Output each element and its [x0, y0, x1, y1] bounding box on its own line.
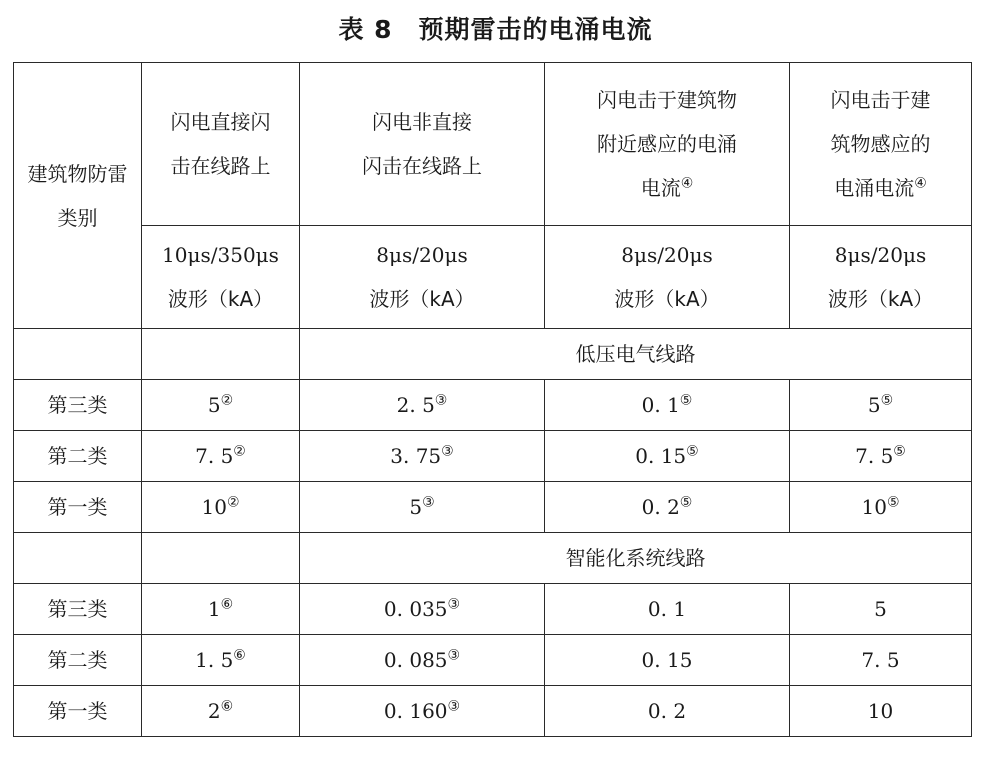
section-label: 智能化系统线路	[565, 546, 706, 570]
footnote-marker: ⑤	[679, 392, 693, 409]
waveform-cell-1	[300, 226, 545, 329]
section-blank-cell	[14, 329, 142, 380]
value-cell: 3. 75③	[300, 431, 545, 482]
footnote-marker: ③	[447, 647, 461, 664]
value-cell: 5⑤	[790, 380, 972, 431]
value-cell: 0. 085③	[300, 635, 545, 686]
col-header-line: 电流	[640, 176, 681, 200]
col-header-0	[142, 63, 300, 226]
waveform-unit: 波形（kA）	[369, 287, 475, 311]
value-cell: 1. 5⑥	[142, 635, 300, 686]
header-row	[14, 63, 972, 226]
category-cell: 第二类	[14, 431, 142, 482]
section-blank-cell	[142, 329, 300, 380]
col-header-line: 筑物感应的	[830, 132, 931, 156]
value-cell: 7. 5⑤	[790, 431, 972, 482]
value-cell: 5	[790, 584, 972, 635]
category-cell: 第三类	[14, 380, 142, 431]
col-header-1	[300, 63, 545, 226]
value-cell: 0. 1⑤	[545, 380, 790, 431]
section-blank-cell	[142, 533, 300, 584]
section-blank-cell	[14, 533, 142, 584]
footnote-marker: ②	[233, 443, 246, 460]
col-header-line: 闪击在线路上	[362, 154, 482, 178]
footnote-marker: ④	[914, 175, 927, 192]
footnote-marker: ⑤	[893, 443, 906, 460]
footnote-marker: ⑥	[233, 647, 246, 664]
waveform-value: 10μs/350μs	[162, 243, 279, 267]
waveform-value: 8μs/20μs	[834, 243, 927, 267]
footnote-marker: ⑥	[220, 698, 234, 715]
row-header-label: 建筑物防雷类别	[27, 161, 128, 230]
value-cell: 0. 160③	[300, 686, 545, 737]
value-cell: 5③	[300, 482, 545, 533]
section-label-cell	[300, 533, 972, 584]
section-label-cell	[300, 329, 972, 380]
value-cell: 0. 035③	[300, 584, 545, 635]
value-cell: 2⑥	[142, 686, 300, 737]
table-row	[14, 380, 972, 431]
table-title: 表 8 预期雷击的电涌电流	[338, 15, 653, 44]
value-cell: 0. 15⑤	[545, 431, 790, 482]
footnote-marker: ③	[447, 596, 461, 613]
table-row	[14, 635, 972, 686]
waveform-unit: 波形（kA）	[614, 287, 720, 311]
value-cell: 0. 15	[545, 635, 790, 686]
footnote-marker: ③	[422, 494, 435, 511]
waveform-value: 8μs/20μs	[621, 243, 713, 267]
table-row	[14, 431, 972, 482]
category-cell: 第一类	[14, 482, 142, 533]
footnote-marker: ③	[447, 698, 461, 715]
value-cell: 1⑥	[142, 584, 300, 635]
table-row	[14, 686, 972, 737]
footnote-marker: ③	[434, 392, 448, 409]
waveform-unit: 波形（kA）	[167, 287, 274, 311]
category-cell: 第一类	[14, 686, 142, 737]
waveform-value: 8μs/20μs	[376, 243, 468, 267]
value-cell: 10⑤	[790, 482, 972, 533]
col-header-line: 闪电击于建筑物	[597, 88, 737, 112]
category-cell: 第二类	[14, 635, 142, 686]
value-cell: 5②	[142, 380, 300, 431]
value-cell: 0. 2	[545, 686, 790, 737]
waveform-unit: 波形（kA）	[827, 287, 934, 311]
table-row	[14, 584, 972, 635]
surge-current-table	[13, 62, 972, 737]
footnote-marker: ⑥	[220, 596, 234, 613]
col-header-line: 击在线路上	[170, 154, 271, 178]
footnote-marker: ④	[680, 175, 694, 192]
col-header-2	[545, 63, 790, 226]
value-cell: 0. 1	[545, 584, 790, 635]
value-cell: 0. 2⑤	[545, 482, 790, 533]
value-cell: 2. 5③	[300, 380, 545, 431]
col-header-line: 附近感应的电涌	[597, 132, 737, 156]
col-header-line: 闪电直接闪	[170, 110, 271, 134]
section-header-row	[14, 329, 972, 380]
col-header-line: 闪电非直接	[372, 110, 472, 134]
waveform-cell-2	[545, 226, 790, 329]
category-cell: 第三类	[14, 584, 142, 635]
table-row	[14, 482, 972, 533]
waveform-row	[14, 226, 972, 329]
footnote-marker: ③	[441, 443, 454, 460]
section-header-row	[14, 533, 972, 584]
section-label: 低压电气线路	[575, 342, 696, 366]
waveform-cell-0	[142, 226, 300, 329]
footnote-marker: ⑤	[679, 494, 693, 511]
footnote-marker: ②	[226, 494, 240, 511]
waveform-cell-3	[790, 226, 972, 329]
value-cell: 7. 5	[790, 635, 972, 686]
value-cell: 10	[790, 686, 972, 737]
value-cell: 7. 5②	[142, 431, 300, 482]
col-header-line: 闪电击于建	[830, 88, 931, 112]
col-header-line: 电涌电流	[834, 176, 915, 200]
footnote-marker: ②	[220, 392, 234, 409]
footnote-marker: ⑤	[880, 392, 894, 409]
footnote-marker: ⑤	[886, 494, 900, 511]
footnote-marker: ⑤	[686, 443, 699, 460]
col-header-3	[790, 63, 972, 226]
value-cell: 10②	[142, 482, 300, 533]
row-header-cell	[14, 63, 142, 329]
